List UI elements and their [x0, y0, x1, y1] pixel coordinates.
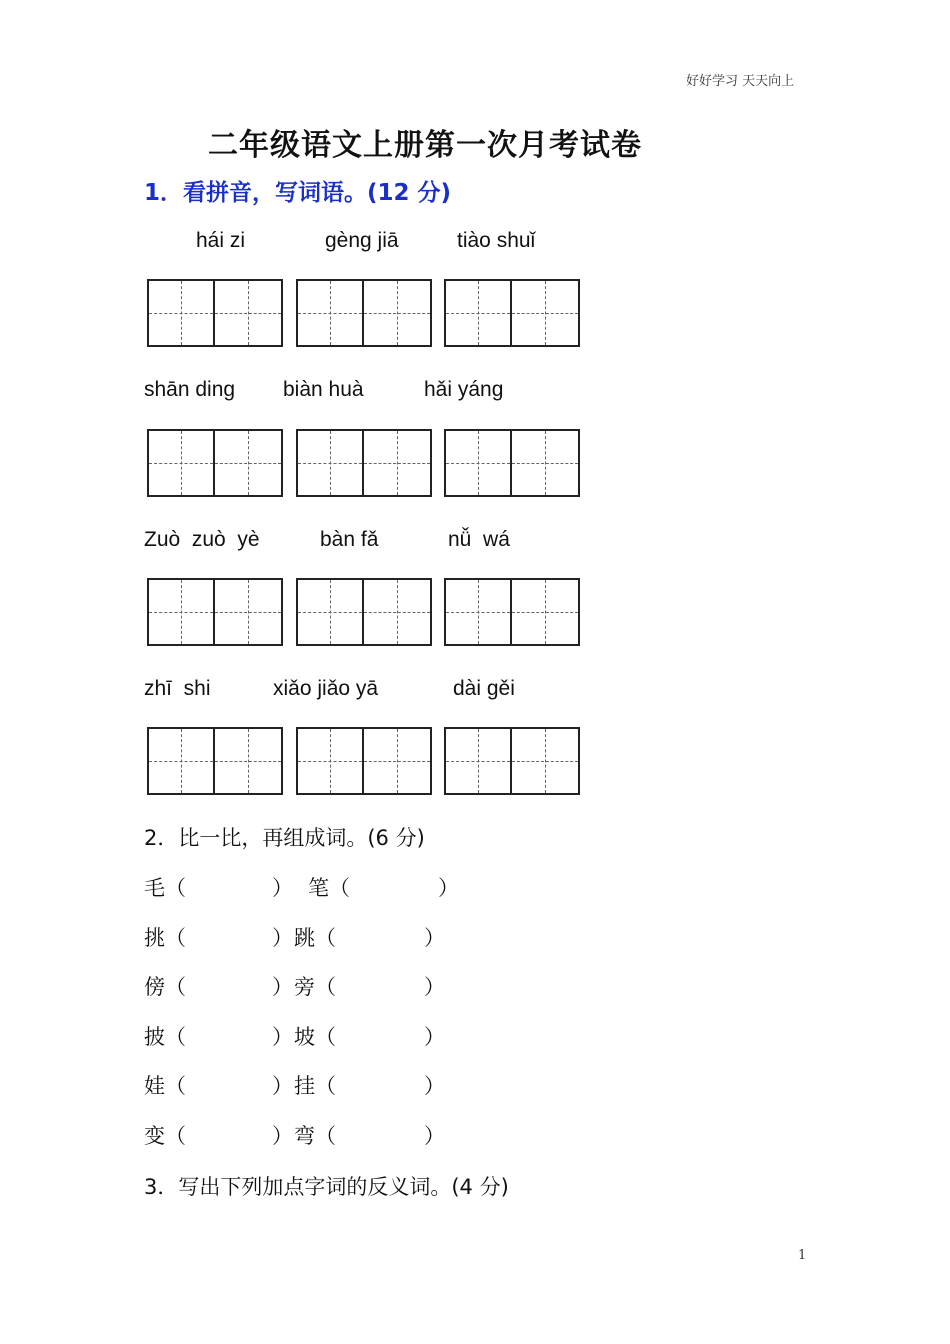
compare-char-right: 弯（ — [294, 1124, 336, 1148]
writing-grid[interactable] — [147, 727, 283, 795]
compare-char-right: 挂（ — [294, 1074, 336, 1098]
compare-char-left: 毛（ — [144, 876, 186, 900]
paren-close: ） — [272, 1025, 293, 1049]
writing-cell[interactable] — [215, 279, 283, 347]
compare-char-right: 笔（ — [308, 876, 350, 900]
compare-char-right: 旁（ — [294, 975, 336, 999]
pinyin-label: tiào shuǐ — [457, 229, 536, 252]
writing-cell[interactable] — [444, 279, 512, 347]
writing-cell[interactable] — [215, 429, 283, 497]
writing-cell[interactable] — [147, 578, 215, 646]
writing-cell[interactable] — [296, 578, 364, 646]
compare-char-left: 娃（ — [144, 1074, 186, 1098]
paren-close: ） — [272, 926, 293, 950]
compare-pair-row — [144, 872, 459, 902]
writing-grid[interactable] — [296, 578, 432, 646]
compare-char-right: 坡（ — [294, 1025, 336, 1049]
writing-grid[interactable] — [296, 279, 432, 347]
compare-pair-row — [144, 1021, 445, 1051]
pinyin-label: biàn huà — [283, 378, 364, 401]
pinyin-label: hái zi — [196, 229, 246, 252]
writing-grid[interactable] — [296, 429, 432, 497]
writing-cell[interactable] — [512, 578, 580, 646]
writing-cell[interactable] — [147, 279, 215, 347]
writing-grid[interactable] — [147, 279, 283, 347]
writing-cell[interactable] — [147, 727, 215, 795]
writing-cell[interactable] — [512, 727, 580, 795]
compare-pair-row — [144, 922, 445, 952]
writing-cell[interactable] — [296, 429, 364, 497]
page-number: 1 — [798, 1248, 807, 1263]
paren-close: ） — [424, 1124, 445, 1148]
pinyin-label: zhī shi — [144, 677, 211, 700]
writing-cell[interactable] — [364, 279, 432, 347]
header-motto: 好好学习 天天向上 — [686, 74, 795, 89]
pinyin-label: xiǎo jiǎo yā — [273, 677, 379, 700]
compare-char-left: 披（ — [144, 1025, 186, 1049]
compare-char-left: 变（ — [144, 1124, 186, 1148]
paren-close: ） — [272, 876, 293, 900]
pinyin-label: shān ding — [144, 378, 236, 401]
paren-close: ） — [424, 975, 445, 999]
writing-cell[interactable] — [215, 578, 283, 646]
writing-grid[interactable] — [444, 727, 580, 795]
writing-cell[interactable] — [364, 578, 432, 646]
writing-grid[interactable] — [444, 429, 580, 497]
writing-grid[interactable] — [296, 727, 432, 795]
pinyin-label: Zuò zuò yè — [144, 528, 260, 551]
pinyin-label: bàn fǎ — [320, 528, 379, 551]
writing-grid[interactable] — [444, 279, 580, 347]
writing-cell[interactable] — [147, 429, 215, 497]
writing-cell[interactable] — [296, 727, 364, 795]
writing-grid[interactable] — [444, 578, 580, 646]
question-2-heading: 2．比一比，再组成词。(6 分) — [144, 826, 425, 850]
pinyin-label: dài gěi — [453, 677, 515, 700]
pinyin-label: nǚ wá — [448, 528, 510, 551]
question-3-heading: 3．写出下列加点字词的反义词。(4 分) — [144, 1175, 509, 1199]
paren-close: ） — [272, 975, 293, 999]
writing-cell[interactable] — [215, 727, 283, 795]
writing-cell[interactable] — [444, 578, 512, 646]
writing-cell[interactable] — [364, 727, 432, 795]
compare-pair-row — [144, 1070, 445, 1100]
writing-cell[interactable] — [444, 429, 512, 497]
compare-pair-row — [144, 971, 445, 1001]
paren-close: ） — [424, 1074, 445, 1098]
writing-grid[interactable] — [147, 429, 283, 497]
paren-close: ） — [272, 1124, 293, 1148]
compare-pair-row — [144, 1120, 445, 1150]
writing-cell[interactable] — [364, 429, 432, 497]
writing-cell[interactable] — [444, 727, 512, 795]
writing-cell[interactable] — [296, 279, 364, 347]
paren-close: ） — [438, 876, 459, 900]
writing-grid[interactable] — [147, 578, 283, 646]
compare-char-left: 傍（ — [144, 975, 186, 999]
paren-close: ） — [424, 926, 445, 950]
writing-cell[interactable] — [512, 429, 580, 497]
pinyin-label: gèng jiā — [325, 229, 399, 252]
writing-cell[interactable] — [512, 279, 580, 347]
compare-char-right: 跳（ — [294, 926, 336, 950]
pinyin-label: hǎi yáng — [424, 378, 504, 401]
page-title: 二年级语文上册第一次月考试卷 — [208, 128, 642, 163]
paren-close: ） — [272, 1074, 293, 1098]
compare-char-left: 挑（ — [144, 926, 186, 950]
paren-close: ） — [424, 1025, 445, 1049]
question-1-heading: 1．看拼音，写词语。(12 分) — [144, 180, 452, 206]
